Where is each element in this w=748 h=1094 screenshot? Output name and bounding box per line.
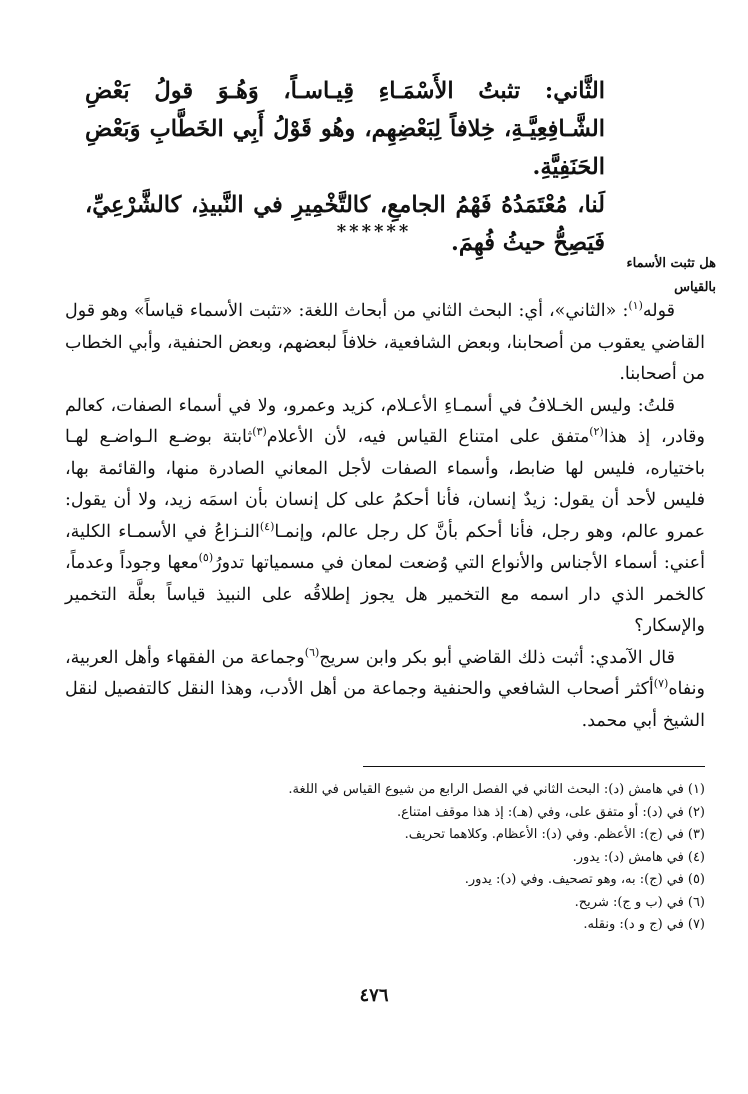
footnote-number: (٢)	[687, 804, 705, 820]
commentary-paragraph	[65, 391, 705, 643]
footnote-text: في (د): أو متفق على، وفي (هـ): إذ هذا موقف امتناع.	[397, 804, 684, 820]
footnotes	[65, 779, 705, 937]
commentary-text	[65, 296, 705, 737]
footnote-text: في (ب و ج): شريح.	[574, 894, 684, 910]
margin-heading	[610, 252, 716, 300]
footnote-text: في هامش (د): يدور.	[572, 849, 684, 865]
footnote-number: (٤)	[687, 849, 705, 865]
footnote	[65, 824, 705, 847]
footnote-marker: (٤)	[259, 519, 275, 533]
footnote-number: (٦)	[687, 894, 705, 910]
footnote-number: (١)	[687, 782, 705, 797]
text-run: أكثر أصحاب الشافعي والحنفية وجماعة من أهل الأدب، وهذا النقل كالتفصيل لنقل الشيخ أبي محمد.	[65, 679, 705, 731]
footnote	[65, 847, 705, 870]
footnote	[65, 779, 705, 802]
text-run: قوله	[642, 301, 675, 321]
footnote	[65, 892, 705, 915]
text-run: : «الثاني»، أي: البحث الثاني من أبحاث اللغة: «تثبت الأسماء قياساً» وهو قول القاضي يعقوب من أصحابنا، وبعض الشافعية، خلافاً لبعضهم، وبعض الحنفية، وأبي الخطاب من أصحابنا.	[65, 301, 705, 384]
footnote-text: في هامش (د): البحث الثاني في الفصل الرابع من شيوع القياس في اللغة.	[288, 782, 684, 797]
footnote-number: (٣)	[687, 827, 705, 842]
matn-paragraph: الثَّاني: تثبتُ الأَسْمَـاءِ قِيـاسـاً، وَهُـوَ قولُ بَعْضِ الشَّـافِعِيَّـةِ، خِلافاً لِبَعْضِهِم، وهُو قَوْلُ أَبِي الخَطَّابِ وَبَعْضِ الحَنَفِيَّةِ.	[85, 78, 605, 180]
matn-paragraph: لَنا، مُعْتَمَدُهُ فَهْمُ الجامعِ، كالتَّخْمِيرِ في النَّبيذِ، كالشَّرْعِيِّ، فَيَصِحُّ حيثُ فُهِمَ.	[85, 192, 605, 256]
footnote-text: في (ج): به، وهو تصحيف. وفي (د): يدور.	[464, 872, 684, 887]
footnote-marker: (٧)	[653, 677, 669, 691]
footnote-number: (٥)	[687, 872, 705, 887]
text-run: قال الآمدي: أثبت ذلك القاضي أبو بكر وابن سريج	[319, 647, 675, 668]
footnote-divider	[363, 766, 705, 767]
footnote-marker: (١)	[628, 299, 643, 313]
text-run: متفق على امتناع القياس فيه، لأن الأعلام	[266, 427, 590, 447]
text-run: معها وجوداً وعدماً، كالخمر الذي دار اسمه مع التخمير هل يجوز إطلاقُه على النبيذ قياساً بعلَّة التخمير والإسكار؟	[65, 553, 705, 636]
footnote-number: (٧)	[687, 917, 705, 932]
footnote-text: في (ج و د): ونقله.	[583, 917, 684, 932]
margin-heading-line: هل تثبت الأسماء	[626, 256, 716, 271]
section-separator: ******	[336, 221, 412, 242]
text-run: ثابتة بوضـع الـواضـع لهـا باختياره، فليس لها ضابط، وأسماء الصفات لأجل المعاني الصادرة منها، والقائمة بها، فليس لأحد أن يقول: زيدٌ إنسان، فأنا أحكمُ على كل إنسان بأن اسمَه زيد، ولا أن يقول: عمرو عالم، وهو رجل، فأنا أحكم بأنَّ كل رجل عالم، وإنمـا	[65, 427, 706, 542]
footnote-marker: (٣)	[252, 425, 267, 439]
footnote-marker: (٢)	[589, 425, 604, 439]
footnote-marker: (٦)	[304, 645, 320, 659]
text-run: قلتُ: وليس الخـلافُ في أسمـاءِ الأعـلام، كزيد وعمرو، ولا في أسماء الصفات، كعالم وقادر، إذ هذا	[65, 395, 705, 447]
commentary-paragraph	[65, 296, 705, 391]
footnote-marker: (٥)	[198, 551, 214, 565]
commentary-paragraph	[65, 643, 705, 738]
footnote	[65, 869, 705, 892]
footnote	[65, 802, 705, 825]
text-run: وجماعة من الفقهاء وأهل العربية، ونفاه	[65, 647, 705, 699]
margin-heading-line: بالقياس	[674, 280, 716, 295]
page-number: ٤٧٦	[359, 985, 389, 1006]
text-run: النـزاعُ في الأسمـاء الكلية، أعني: أسماء الأجناس والأنواع التي وُضعت لمعان في مسمياتها تدورُ	[65, 521, 705, 573]
footnote	[65, 914, 705, 937]
footnote-text: في (ج): الأعظم. وفي (د): الأعظام. وكلاهما تحريف.	[404, 827, 684, 842]
